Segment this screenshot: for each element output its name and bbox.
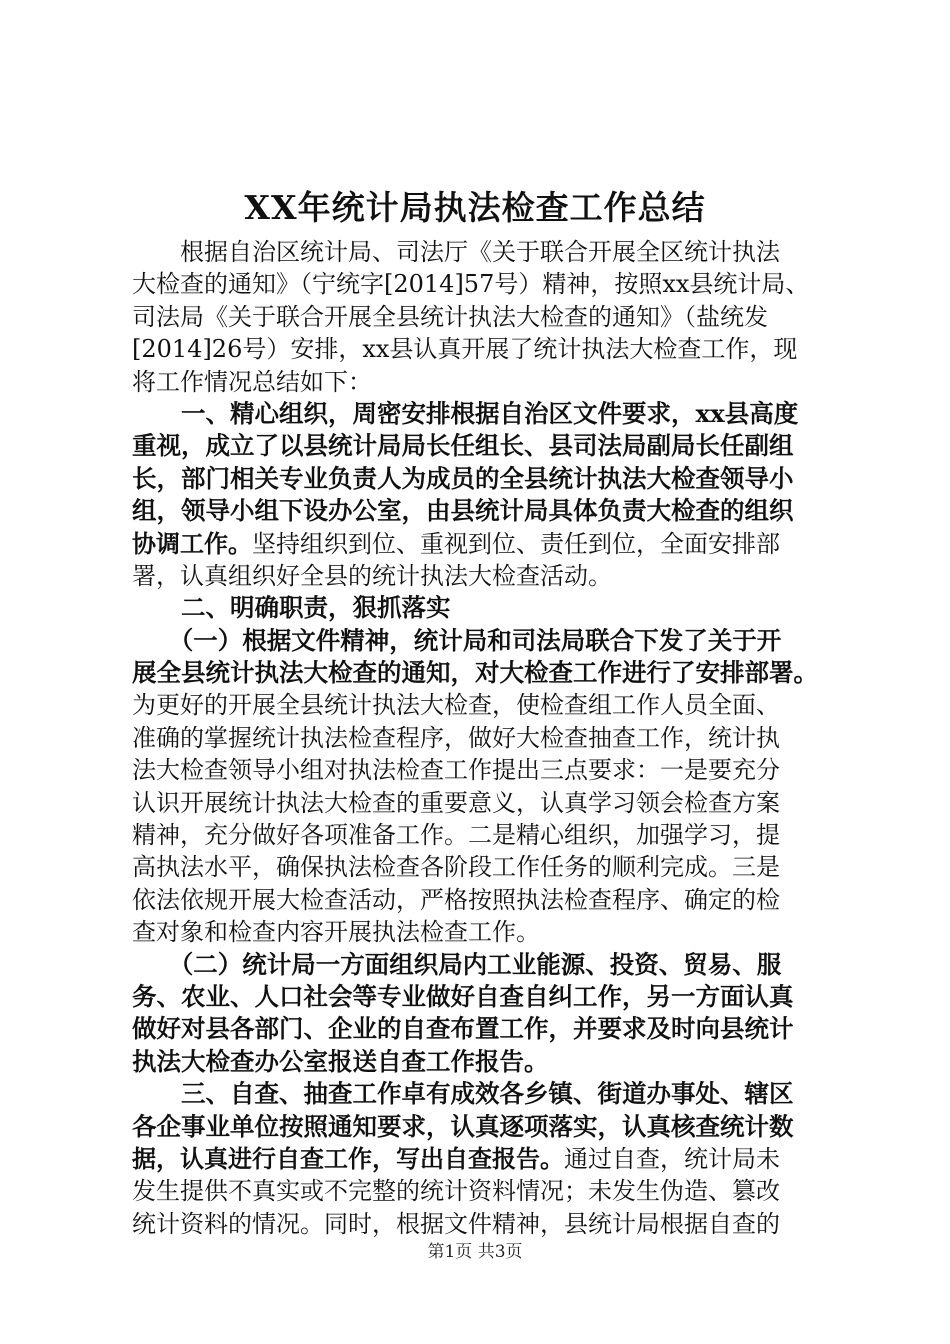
body-line: 精神，充分做好各项准备工作。二是精心组织，加强学习，提 [132,821,780,850]
body-line: 长，部门相关专业负责人为成员的全县统计执法大检查领导小 [132,463,794,493]
body-line: 为更好的开展全县统计执法大检查，使检查组工作人员全面、 [132,691,780,720]
body-line: 展全县统计执法大检查的通知，对大检查工作进行了安排部署。 [132,658,818,688]
document-title: XX年统计局执法检查工作总结 [244,188,706,227]
body-line: 查对象和检查内容开展执法检查工作。 [132,918,540,947]
body-line [132,1143,852,1175]
body-line-regular-part: 通过自查，统计局未 [564,1144,780,1173]
body-line: 一、精心组织，周密安排根据自治区文件要求，xx县高度 [132,398,799,428]
body-line: 做好对县各部门、企业的自查布置工作，并要求及时向县统计 [132,1014,794,1044]
document-body [132,236,852,1240]
body-line: （一）根据文件精神，统计局和司法局联合下发了关于开 [132,625,782,655]
body-line: 大检查的通知》（宁统字[2014]57号）精神，按照xx县统计局、 [132,270,810,299]
body-line: 法大检查领导小组对执法检查工作提出三点要求：一是要充分 [132,756,780,785]
body-line: 重视，成立了以县统计局局长任组长、县司法局副局长任副组 [132,431,794,461]
body-line: [2014]26号）安排，xx县认真开展了统计执法大检查工作，现 [132,335,798,364]
body-line: 二、明确职责，狠抓落实 [132,593,451,623]
body-line: 组，领导小组下设办公室，由县统计局具体负责大检查的组织 [132,496,794,526]
page-number-footer: 第1页 共3页 [427,1242,523,1262]
body-line: 署，认真组织好全县的统计执法大检查活动。 [132,561,612,590]
body-line: 三、自查、抽查工作卓有成效各乡镇、街道办事处、辖区 [132,1079,794,1109]
body-line: 发生提供不真实或不完整的统计资料情况；未发生伪造、篡改 [132,1177,780,1206]
body-line: 根据自治区统计局、司法厅《关于联合开展全区统计执法 [132,238,780,266]
body-line [132,528,852,560]
body-line: 统计资料的情况。同时，根据文件精神，县统计局根据自查的 [132,1209,780,1238]
body-line-regular-part: 坚持组织到位、重视到位、责任到位，全面安排部 [252,529,780,558]
body-line: 准确的掌握统计执法检查程序，做好大检查抽查工作，统计执 [132,723,780,752]
body-line: 依法依规开展大检查活动，严格按照执法检查程序、确定的检 [132,885,780,914]
body-line: 认识开展统计执法大检查的重要意义，认真学习领会检查方案 [132,788,780,817]
body-line: 各企事业单位按照通知要求，认真逐项落实，认真核查统计数 [132,1111,794,1141]
body-line: 务、农业、人口社会等专业做好自查自纠工作，另一方面认真 [132,981,794,1011]
body-line-bold-part: 据，认真进行自查工作，写出自查报告。 [132,1143,564,1173]
body-line: 执法大检查办公室报送自查工作报告。 [132,1046,549,1076]
body-line: 高执法水平，确保执法检查各阶段工作任务的顺利完成。三是 [132,853,780,882]
body-line: 司法局《关于联合开展全县统计执法大检查的通知》（盐统发 [132,302,768,331]
body-line: （二）统计局一方面组织局内工业能源、投资、贸易、服 [132,949,782,979]
body-line-bold-part: 协调工作。 [132,528,252,558]
body-line: 将工作情况总结如下： [132,367,372,396]
